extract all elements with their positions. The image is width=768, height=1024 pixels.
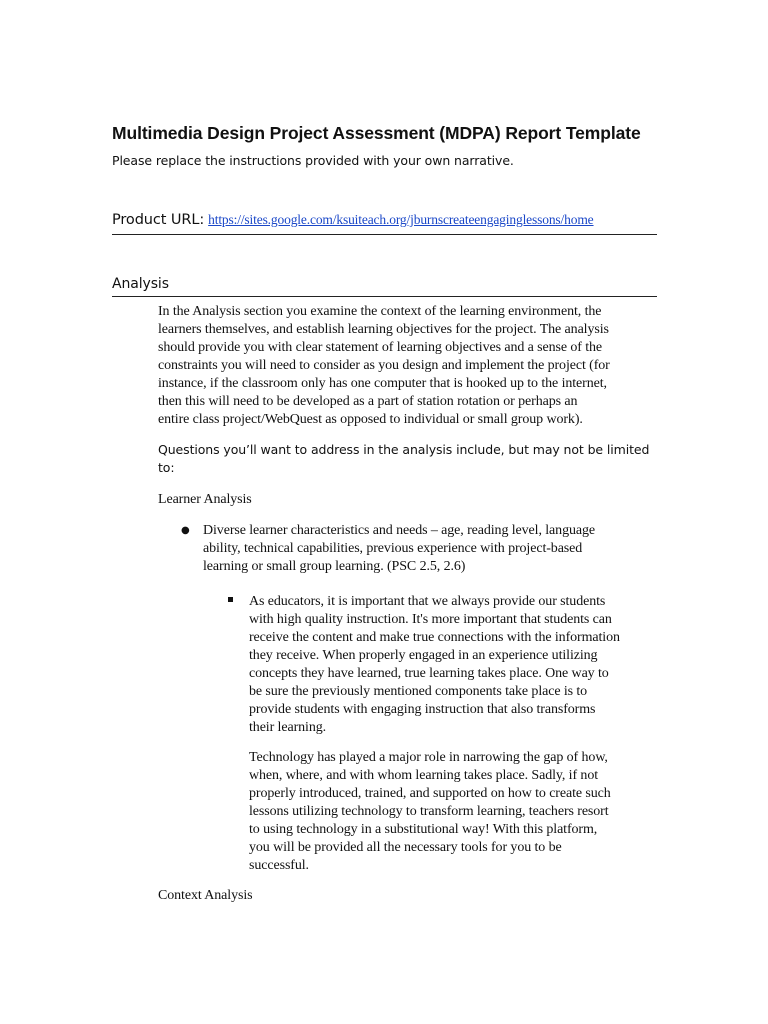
bullet-dot-icon: ●: [181, 525, 190, 536]
text-line: entire class project/WebQuest as opposed to individual or small group work).: [158, 412, 583, 427]
text-line: then this will need to be developed as a part of station rotation or perhaps an: [158, 394, 578, 409]
text-line: ability, technical capabilities, previous experience with project-based: [203, 541, 583, 556]
analysis-intro-paragraph: [158, 303, 658, 429]
text-line: provide students with engaging instruction that also transforms: [249, 702, 596, 717]
educators-sub-bullet: [249, 593, 669, 737]
product-url-link[interactable]: https://sites.google.com/ksuiteach.org/jburnscreateengaginglessons/home: [208, 212, 594, 227]
context-analysis-heading: Context Analysis: [158, 888, 253, 903]
text-line: lessons utilizing technology to transform learning, teachers resort: [249, 804, 609, 819]
text-line: Technology has played a major role in narrowing the gap of how,: [249, 750, 608, 765]
text-line: you will be provided all the necessary tools for you to be: [249, 840, 562, 855]
page-title: Multimedia Design Project Assessment (MDPA) Report Template: [112, 123, 641, 143]
questions-paragraph: [158, 441, 658, 477]
product-url-label: Product URL:: [112, 212, 205, 228]
text-line: be sure the previously mentioned components take place is to: [249, 684, 588, 699]
text-line: receive the content and make true connections with the information: [249, 630, 620, 645]
text-line: properly introduced, trained, and supported on how to create such: [249, 786, 611, 801]
text-line: with high quality instruction. It's more important that students can: [249, 612, 612, 627]
text-line: when, where, and with whom learning takes place. Sadly, if not: [249, 768, 599, 783]
text-line: Diverse learner characteristics and needs – age, reading level, language: [203, 523, 595, 538]
text-line: they receive. When properly engaged in an experience utilizing: [249, 648, 598, 663]
text-line: to using technology in a substitutional way! With this platform,: [249, 822, 598, 837]
learner-bullet: [203, 522, 663, 576]
analysis-heading: Analysis: [112, 274, 657, 297]
text-line: successful.: [249, 858, 309, 873]
bullet-square-icon: [228, 597, 233, 602]
page-subtitle: Please replace the instructions provided with your own narrative.: [112, 153, 514, 168]
text-line: concepts they have learned, true learning takes place. One way to: [249, 666, 609, 681]
text-line: constraints you will need to consider as you design and implement the project (for: [158, 358, 610, 373]
text-line: should provide you with clear statement of learning objectives and a sense of the: [158, 340, 603, 355]
learner-analysis-heading: Learner Analysis: [158, 492, 252, 507]
text-line: to:: [158, 460, 175, 475]
text-line: learning or small group learning. (PSC 2.5, 2.6): [203, 559, 466, 574]
text-line: instance, if the classroom only has one computer that is hooked up to the internet,: [158, 376, 607, 391]
text-line: Questions you’ll want to address in the analysis include, but may not be limited: [158, 442, 650, 457]
text-line: learners themselves, and establish learning objectives for the project. The analysis: [158, 322, 609, 337]
technology-paragraph: [249, 749, 669, 875]
text-line: their learning.: [249, 720, 327, 735]
text-line: In the Analysis section you examine the context of the learning environment, the: [158, 304, 602, 319]
product-url-row: [112, 210, 657, 235]
text-line: As educators, it is important that we always provide our students: [249, 594, 606, 609]
